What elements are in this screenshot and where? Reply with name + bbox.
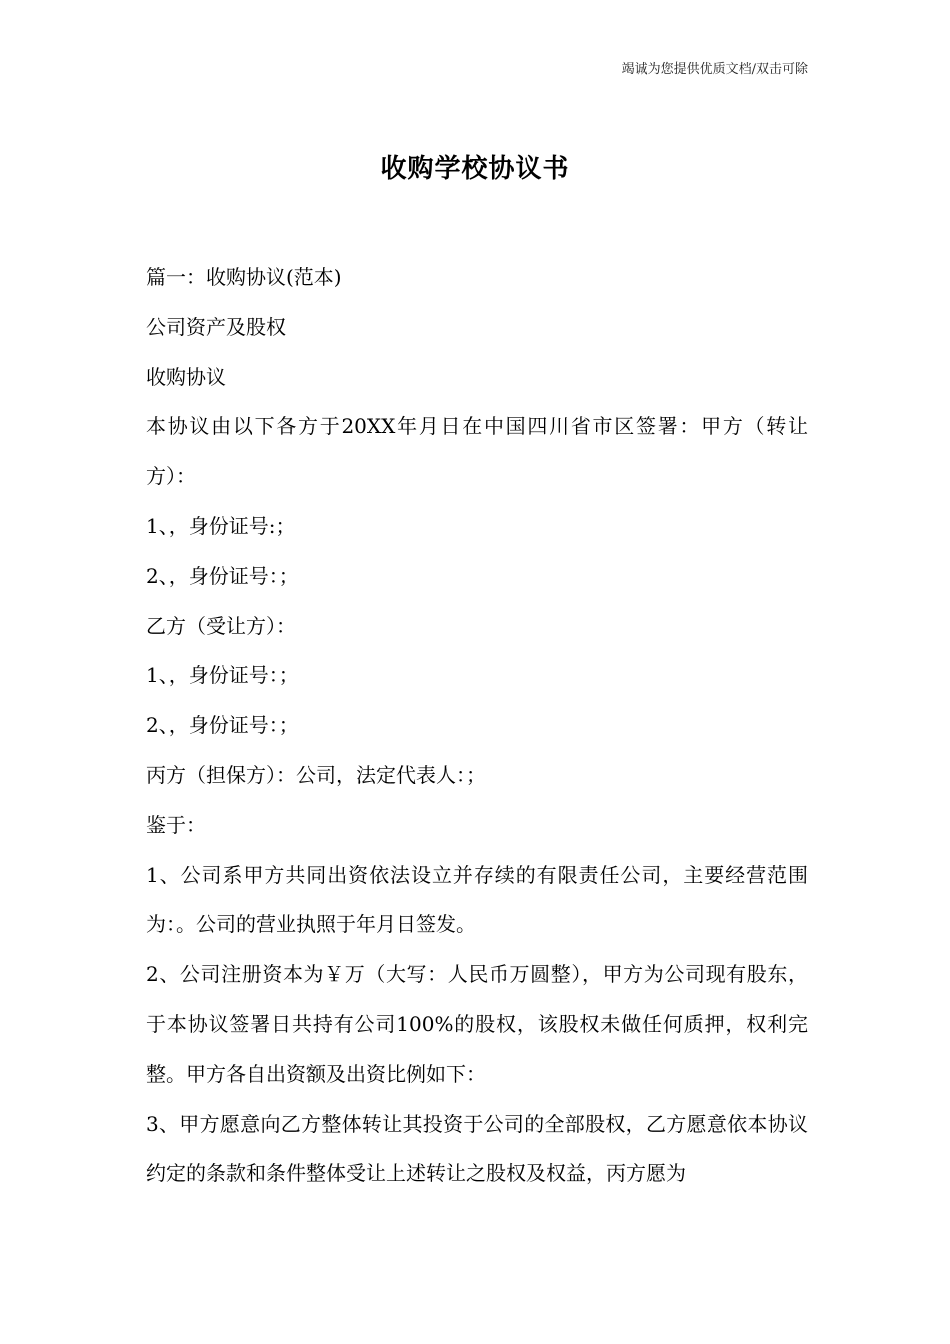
paragraph: 公司资产及股权	[146, 314, 286, 339]
document-body	[146, 253, 808, 1199]
paragraph: 本协议由以下各方于20XX年月日在中国四川省市区签署：甲方（转让方）：	[146, 414, 808, 489]
paragraph: 乙方（受让方）：	[146, 613, 296, 638]
paragraph: 3、甲方愿意向乙方整体转让其投资于公司的全部股权，乙方愿意依本协议约定的条款和条件整体受让上述转让之股权及权益，丙方愿为	[146, 1111, 808, 1186]
paragraph: 1、，身份证号：；	[146, 663, 299, 688]
paragraph: 2、公司注册资本为￥万（大写：人民币万圆整），甲方为公司现有股东，于本协议签署日共持有公司100%的股权，该股权未做任何质押，权利完整。甲方各自出资额及出资比例如下：	[146, 962, 808, 1086]
document-title: 收购学校协议书	[380, 154, 570, 184]
paragraph: 1、，身份证号:；	[146, 513, 296, 538]
paragraph: 篇一：收购协议(范本)	[146, 265, 342, 289]
paragraph: 丙方（担保方）：公司，法定代表人：；	[146, 762, 486, 787]
paragraph: 1、公司系甲方共同出资依法设立并存续的有限责任公司，主要经营范围为：。公司的营业执照于年月日签发。	[146, 862, 808, 937]
paragraph: 2、，身份证号：；	[146, 713, 299, 738]
paragraph: 鉴于：	[146, 812, 206, 837]
paragraph: 2、，身份证号：；	[146, 563, 299, 588]
paragraph: 收购协议	[146, 364, 226, 389]
header-note: 竭诚为您提供优质文档/双击可除	[621, 62, 808, 77]
